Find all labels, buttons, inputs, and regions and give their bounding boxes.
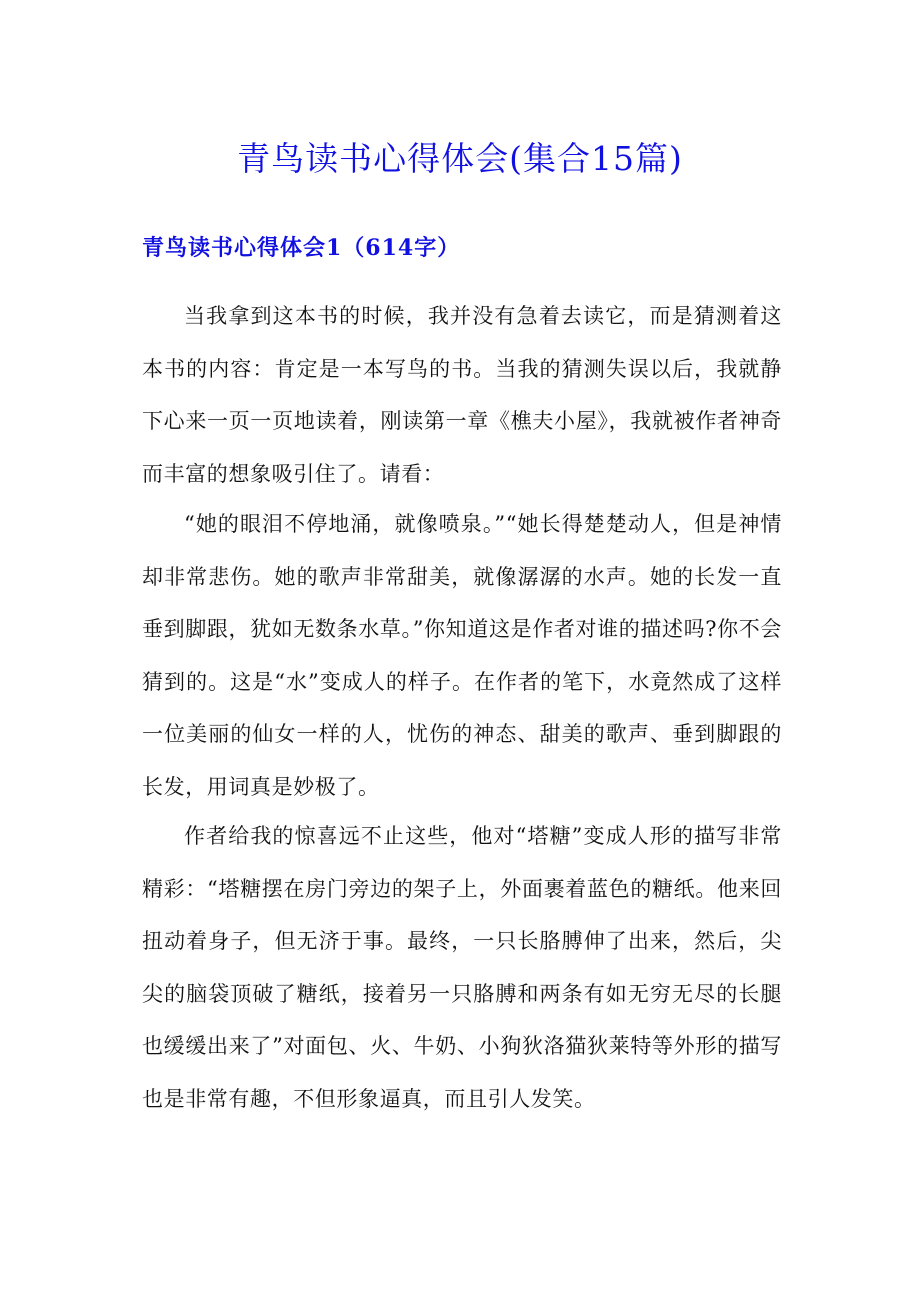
document-title: 青鸟读书心得体会(集合15篇)	[237, 139, 683, 178]
body-paragraph-1: 当我拿到这本书的时候，我并没有急着去读它，而是猜测着这本书的内容：肯定是一本写鸟的书。当我的猜测失误以后，我就静下心来一页一页地读着，刚读第一章《樵夫小屋》，我就被作者神奇而丰富的想象吸引住了。请看：	[142, 304, 782, 486]
section-heading: 青鸟读书心得体会1（614字）	[142, 235, 461, 261]
body-paragraph-3: 作者给我的惊喜远不止这些，他对“塔糖”变成人形的描写非常精彩：“塔糖摆在房门旁边的架子上，外面裹着蓝色的糖纸。他来回扭动着身子，但无济于事。最终，一只长胳膊伸了出来，然后，尖尖的脑袋顶破了糖纸，接着另一只胳膊和两条有如无穷无尽的长腿也缓缓出来了”对面包、火、牛奶、小狗狄洛猫狄莱特等外形的描写也是非常有趣，不但形象逼真，而且引人发笑。	[142, 824, 782, 1111]
body-paragraph-2: “她的眼泪不停地涌，就像喷泉。”“她长得楚楚动人，但是神情却非常悲伤。她的歌声非常甜美，就像潺潺的水声。她的长发一直垂到脚跟，犹如无数条水草。”你知道这是作者对谁的描述吗?你不会猜到的。这是“水”变成人的样子。在作者的笔下，水竟然成了这样一位美丽的仙女一样的人，忧伤的神态、甜美的歌声、垂到脚跟的长发，用词真是妙极了。	[142, 512, 782, 799]
